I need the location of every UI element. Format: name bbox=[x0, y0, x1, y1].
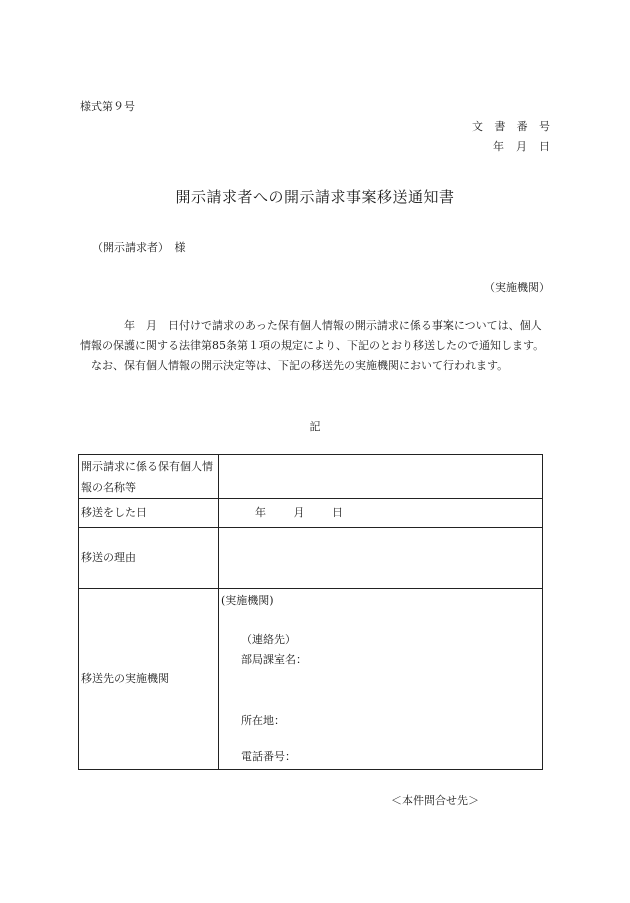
contact-label: （連絡先） bbox=[241, 633, 296, 646]
sender-agency: （実施機関） bbox=[484, 281, 550, 294]
detail-table bbox=[78, 454, 543, 770]
destination-agency-label: 移送先の実施機関 bbox=[79, 589, 219, 770]
department-label: 部局課室名： bbox=[241, 653, 307, 666]
info-name-label: 開示請求に係る保有個人情報の名称等 bbox=[79, 455, 219, 499]
agency-name-label: (実施機関) bbox=[221, 594, 274, 607]
transfer-date-label: 移送をした日 bbox=[79, 499, 219, 528]
body-text bbox=[80, 316, 552, 376]
table-row bbox=[79, 499, 543, 528]
destination-agency-value bbox=[219, 589, 543, 770]
ki-heading: 記 bbox=[309, 420, 321, 433]
table-row bbox=[79, 589, 543, 770]
addressee: （開示請求者） 様 bbox=[92, 241, 186, 254]
document-title: 開示請求者への開示請求事案移送通知書 bbox=[175, 188, 455, 206]
transfer-reason-value bbox=[219, 528, 543, 589]
address-label: 所在地： bbox=[241, 714, 285, 727]
transfer-reason-label: 移送の理由 bbox=[79, 528, 219, 589]
inquiry-contact-heading: ＜本件問合せ先＞ bbox=[391, 794, 479, 807]
transfer-date-value: 年 月 日 bbox=[219, 499, 543, 528]
info-name-value bbox=[219, 455, 543, 499]
phone-label: 電話番号： bbox=[241, 750, 296, 763]
body-paragraph-2: なお、保有個人情報の開示決定等は、下記の移送先の実施機関において行われます。 bbox=[91, 359, 509, 372]
table-row bbox=[79, 455, 543, 499]
form-number: 様式第９号 bbox=[80, 100, 135, 113]
document-number-label: 文 書 番 号 bbox=[472, 120, 550, 133]
document-date-label: 年 月 日 bbox=[493, 140, 550, 153]
body-paragraph-1: 年 月 日付けで請求のあった保有個人情報の開示請求に係る事案については、個人情報の保護に関する法律第85条第１項の規定により、下記のとおり移送したので通知します。 bbox=[80, 319, 545, 352]
table-row bbox=[79, 528, 543, 589]
